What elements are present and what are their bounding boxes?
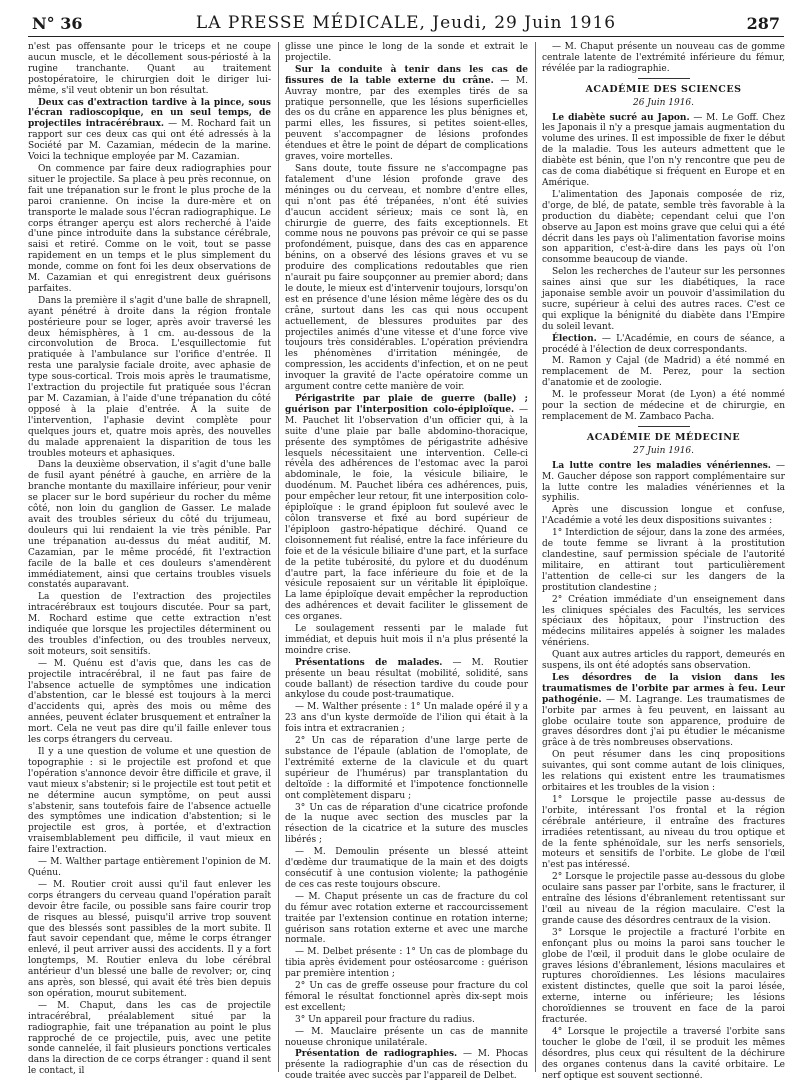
paragraph: Dans la première il s'agit d'une balle de shrapnell, ayant pénétré à droite dans la région frontale postérieure pour se loger, après avoir traversé les deux hémisphères, à 1 cm. au-dessous de la circonvolution de Broca. L'esquillectomie fut pratiquée à l'ambulance sur l'orifice d'entrée. Il resta une paralysie faciale droite, avec aphasie de type sous-cortical. Trois mois après le traumatisme, l'extraction du projectile fut pratiquée sous l'écran par M. Cazamian, à l'aide d'une trépanation du côté opposé à la plaie d'entrée. À la suite de l'intervention, l'aphasie devint complète pour quelques jours et, quatre mois après, des nouvelles du malade apprenaient la disparition de tous les troubles moteurs et aphasiques. <box>28 295 271 459</box>
paragraph-body: — M. Routier présente un beau résultat (mobilité, solidité, sans coude ballant) de résection tardive du coude pour ankylose du coude post-traumatique. <box>285 657 528 701</box>
paragraph: Le soulagement ressenti par le malade fut immédiat, et depuis huit mois il n'a plus présenté la moindre crise. <box>285 624 528 656</box>
paragraph: On commence par faire deux radiographies pour situer le projectile. Sa place à peu près reconnue, on fait une trépanation sur le front le plus proche de la paroi cranienne. On incise la dure-mère et on transporte le malade sous l'écran radiographique. Le corps étranger aperçu est alors recherché à l'aide d'une pince introduite dans la substance cérébrale, saisi et retiré. Comme on le voit, tout se passe rapidement en un temps et le plus simplement du monde, comme on font foi les deux observations de M. Cazamian et qui enregistrent deux guérisons parfaites. <box>28 163 271 294</box>
paragraph-title: Périgastrite par plaie de guerre (balle) ; guérison par l'interposition colo-épiploïque. <box>285 394 528 415</box>
paragraph: — M. Chaput présente un cas de fracture du col du fémur avec rotation externe et raccourcissement traitée par l'extension continue en rotation interne; guérison sans rotation externe et avec une marche normale. <box>285 891 528 946</box>
section-heading: ACADÉMIE DES SCIENCES <box>585 83 742 95</box>
paragraph: 1° Interdiction de séjour, dans la zone des armées, de toute femme se livrant à la prostitution clandestine, sauf permission spéciale de l'autorité militaire, en attirant tout particulièrement l'attention de celle-ci sur les dangers de la prostitution clandestine ; <box>542 528 785 593</box>
page-header <box>28 8 784 37</box>
paragraph: Dans la deuxième observation, il s'agit d'une balle de fusil ayant pénétré à gauche, en arrière de la branche montante du maxillaire inférieur, pour venir se placer sur le bord supérieur du rocher du même côté, non loin du ganglion de Gasser. Le malade avait des troubles sérieux du côté du trijumeau, douleurs qui lui rendaient la vie très pénible. Par une trépanation au-dessus du méat auditif, M. Cazamian, par le même procédé, fit l'extraction facile de la balle et ces douleurs s'amendèrent immédiatement, ainsi que certains troubles visuels constatés auparavant. <box>28 460 271 591</box>
paragraph-title: Présentation de radiographies. <box>295 1049 458 1060</box>
section-rule <box>638 426 690 427</box>
paragraph: — M. Chaput présente un nouveau cas de gomme centrale latente de l'extrémité inférieure du fémur, révélée par la radiographie. <box>542 42 785 74</box>
column-middle <box>285 42 529 1082</box>
paragraph: M. Ramon y Cajal (de Madrid) a été nommé en remplacement de M. Perez, pour la section d'anatomie et de zoologie. <box>542 356 785 389</box>
paragraph: Sans doute, toute fissure ne s'accompagne pas fatalement d'une lésion profonde grave des méninges ou du cerveau, et nombre d'entre elles, qui n'ont pas été trépanées, n'ont été suivies d'aucun accident sérieux; mais ce sont là, en chirurgie de guerre, des faits exceptionnels. Et comme nous ne pouvons pas prévoir ce qui se passe profondément, puisque, dans des cas en apparence bénins, on a observé des lésions graves et vu se produire des complications redoutables que rien n'aurait pu faire soupçonner au premier abord; dans le doute, le mieux est d'intervenir toujours, lorsqu'on est en présence d'une lésion même légère des os du crâne, surtout dans les cas qui nous occupent actuellement, de blessures produites par des projectiles animés d'une vitesse et d'une force vive toujours très considérables. L'opération préviendra les phénomènes d'irritation méningée, de compression, les accidents d'infection, et on ne peut invoquer la gravité de l'acte opératoire comme un argument contre cette manière de voir. <box>285 163 529 393</box>
paragraph: L'alimentation des Japonais composée de riz, d'orge, de blé, de patate, semble très favorable à la production du diabète; cependant celui que l'on observe au Japon est moins grave que celui qui a été décrit dans les pays où l'alimentation favorise moins son apparition, c'est-à-dire dans les pays où l'on consomme beaucoup de viande. <box>542 189 785 266</box>
paragraph: Après une discussion longue et confuse, l'Académie a voté les deux dispositions suivantes : <box>542 505 785 527</box>
paragraph-body: — M. Le Goff. Chez les Japonais il n'y a presque jamais augmentation du volume des urines. Il est impossible de fixer le début de la maladie. Tous les auteurs admettent que le diabète est bénin, que l'on n'y rencontre que peu de cas de coma diabétique si fréquent en Europe et en Amérique. <box>542 112 785 188</box>
paragraph <box>285 394 528 623</box>
paragraph: 2° Création immédiate d'un enseignement dans les cliniques spéciales des Facultés, les services spéciaux des hôpitaux, pour l'instruction des médecins militaires appelés à soigner les malades vénériens. <box>542 594 785 649</box>
paragraph-body: — L'Académie, en cours de séance, a procédé à l'élection de deux correspondants. <box>542 333 785 355</box>
paragraph: 1° Lorsque le projectile passe au-dessus de l'orbite, intéressant l'os frontal et la région cérébrale antérieure, il entraîne des fractures irradiées retentissant, au niveau du trou optique et de la fente sphénoïdale, sur les nerfs sensoriels, moteurs et sensitifs de l'orbite. Le globe de l'œil n'est pas intéressé. <box>542 794 785 871</box>
paragraph-body: — M. Rochard fait un rapport sur ces deux cas qui ont été adressés à la Société par M. Cazamian, médecin de la marine. Voici la technique employée par M. Cazamian. <box>28 119 271 163</box>
paragraph-body: — M. Phocas présente la radiographie d'un cas de résection du coude traitée avec succès par l'appareil de Delbet. <box>285 1049 528 1082</box>
paragraph <box>285 65 528 163</box>
paragraph: 2° Lorsque le projectile passe au-dessous du globe oculaire sans passer par l'orbite, sans le fracturer, il entraîne des lésions d'ébranlement retentissant sur l'œil au niveau de la région maculaire. C'est la grande cause des désordres centraux de la vision. <box>542 872 785 926</box>
paragraph: 4° Lorsque le projectile a traversé l'orbite sans toucher le globe de l'œil, il se produit les mêmes désordres, plus ceux qui résultent de la déchirure des organes contenus dans la cavité orbitaire. Le nerf optique est souvent sectionné. <box>542 1026 785 1081</box>
paragraph <box>28 98 271 163</box>
paragraph: M. le professeur Morat (de Lyon) a été nommé pour la section de médecine et de chirurgie, en remplacement de M. Zambaco Pacha. <box>542 390 785 422</box>
paragraph: 2° Un cas de réparation d'une large perte de substance de l'épaule (ablation de l'omoplate, de l'extrémité externe de la clavicule et du quart supérieur de l'humérus) par transplantation du deltoïde : la difformité et l'impotence fonctionnelle ont complètement disparu ; <box>285 736 528 801</box>
paragraph <box>285 1049 528 1082</box>
article-columns <box>28 42 785 1082</box>
column-divider <box>535 42 536 1072</box>
paragraph-body: — M. Gaucher dépose son rapport complémentaire sur la lutte contre les maladies vénériennes et la syphilis. <box>542 460 785 504</box>
section-date: 26 Juin 1916. <box>632 97 695 108</box>
paragraph: glisse une pince le long de la sonde et extrait le projectile. <box>285 42 528 63</box>
paragraph-title: Les désordres de la vision dans les traumatismes de l'orbite par armes à feu. Leur pathogénie. <box>542 672 785 705</box>
paragraph <box>542 113 785 189</box>
paragraph-body: — M. Lagrange. Les traumatismes de l'orbite par armes à feu peuvent, en laissant au globe oculaire toute son apparence, produire de graves désordres dont j'ai pu étudier le mécanisme grâce à de très nombreuses observations. <box>542 694 785 749</box>
paragraph-title: Sur la conduite à tenir dans les cas de fissures de la table externe du crâne. <box>285 64 528 86</box>
paragraph: Selon les recherches de l'auteur sur les personnes saines ainsi que sur les diabétiques, la race japonaise semble avoir un pouvoir d'assimilation du sucre, supérieur à celui des autres races. C'est ce qui explique la bénignité du diabète dans l'Empire du soleil levant. <box>542 267 785 332</box>
paragraph: — M. Demoulin présente un blessé atteint d'œdème dur traumatique de la main et des doigts consécutif à une contusion violente; la pathogénie de ces cas reste toujours obscure. <box>285 847 528 890</box>
paragraph: — M. Delbet présente : 1° Un cas de plombage du tibia après évidement pour ostéosarcome : guérison par première intention ; <box>285 947 528 980</box>
paragraph: 3° Un cas de réparation d'une cicatrice profonde de la nuque avec section des muscles par la résection de la cicatrice et la suture des muscles libérés ; <box>285 802 528 846</box>
paragraph-title: Deux cas d'extraction tardive à la pince, sous l'écran radioscopique, en un seul temps, de projectiles intracérébraux. <box>28 97 271 130</box>
column-right <box>542 42 785 1081</box>
paragraph: — M. Chaput, dans les cas de projectile intracérébral, préalablement situé par la radiographie, fait une trépanation au point le plus rapproché de ce projectile, puis, avec une petite sonde cannelée, il fait plusieurs ponctions verticales dans la direction de ce corps étranger : quand il sent le contact, il <box>28 1000 271 1077</box>
column-divider <box>278 42 279 1072</box>
section-date: 27 Juin 1916. <box>632 445 695 456</box>
page-number: 287 <box>746 14 780 33</box>
section-rule <box>638 78 690 79</box>
paragraph-title: Présentations de malades. <box>295 657 443 668</box>
paragraph-body: — M. Auvray montre, par des exemples tirés de sa pratique personnelle, que les lésions superficielles des os du crâne en apparence les plus bénignes et, parmi elles, les fissures, si petites soient-elles, peuvent s'accompagner de lésions profondes étendues et être le point de départ de complications graves, voire mortelles. <box>285 75 528 163</box>
paragraph: — M. Walther partage entièrement l'opinion de M. Quénu. <box>28 857 271 878</box>
journal-title: LA PRESSE MÉDICALE, Jeudi, 29 Juin 1916 <box>195 13 617 33</box>
paragraph: n'est pas offensante pour le triceps et ne coupe aucun muscle, et le décollement sous-périosté à la rugine tranchante. Quant au traitement postopératoire, le chirurgien doit le diriger lui-même, s'il veut obtenir un bon résultat. <box>28 42 271 96</box>
paragraph: — M. Mauclaire présente un cas de mannite noueuse chronique unilatérale. <box>285 1026 528 1048</box>
section-heading: ACADÉMIE DE MÉDECINE <box>586 431 741 443</box>
paragraph: — M. Quénu est d'avis que, dans les cas de projectile intracérébral, il ne faut pas faire de l'absence actuelle de symptômes une indication d'abstention, car le blessé est toujours à la merci d'accidents qui, après des mois ou même des années, peuvent éclater brusquement et entraîner la mort. Cela ne veut pas dire qu'il faille enlever tous les corps étrangers du cerveau. <box>28 658 271 746</box>
paragraph <box>285 658 528 702</box>
paragraph: 3° Un appareil pour fracture du radius. <box>295 1014 475 1025</box>
paragraph <box>542 461 785 505</box>
paragraph <box>542 673 785 749</box>
newspaper-page <box>28 8 785 1082</box>
paragraph: 2° Un cas de greffe osseuse pour fracture du col fémoral le résultat fonctionnel après dix-sept mois est excellent; <box>285 981 528 1013</box>
paragraph-title: Élection. <box>552 333 597 344</box>
paragraph: — M. Walther présente : 1° Un malade opéré il y a 23 ans d'un kyste dermoïde de l'ilion qui était à la fois intra et extracranien ; <box>285 702 528 735</box>
paragraph <box>542 334 785 356</box>
paragraph-title: La lutte contre les maladies vénériennes. <box>552 460 771 471</box>
paragraph: La question de l'extraction des projectiles intracérébraux est toujours discutée. Pour sa part, M. Rochard estime que cette extraction n'est indiquée que lorsque les projectiles déterminent ou des troubles d'infection, ou des troubles nerveux, soit moteurs, soit sensitifs. <box>28 592 271 657</box>
column-left <box>28 42 271 1077</box>
paragraph: 3° Lorsque le projectile a fracturé l'orbite en enfonçant plus ou moins la paroi sans toucher le globe de l'œil, il produit dans le globe oculaire de graves lésions d'ébranlement, lésions maculaires et ruptures choroïdiennes. Les lésions maculaires existent distinctes, quelle que soit la paroi lésée, externe, interne ou inférieure; les lésions choroïdiennes se trouvent en face de la paroi fracturée. <box>542 927 785 1026</box>
paragraph: On peut résumer dans les cinq propositions suivantes, qui sont comme autant de lois cliniques, les relations qui existent entre les traumatismes orbitaires et les troubles de la vision : <box>542 750 785 793</box>
paragraph: Il y a une question de volume et une question de topographie : si le projectile est profond et que l'opération s'annonce devoir être difficile et grave, il vaut mieux s'abstenir; si le projectile est tout petit et ne détermine aucun symptôme, on peut aussi s'abstenir, sans toutefois faire de l'absence actuelle des symptômes une indication d'abstention; si le projectile est gros, à portée, et d'extraction vraisemblablement peu difficile, il vaut mieux en faire l'extraction. <box>28 747 271 856</box>
paragraph-title: Le diabète sucré au Japon. <box>552 112 690 123</box>
paragraph: — M. Routier croit aussi qu'il faut enlever les corps étrangers du cerveau quand l'opération paraît devoir être facile, ou possible sans faire courir trop de risques au blessé, puisqu'il arrive trop souvent que des blessés sont passibles de la mort subite. Il faut savoir cependant que, même le corps étranger enlevé, il peut arriver aussi des accidents. Il y a fort longtemps, M. Routier enleva du lobe cérébral antérieur d'un blessé une balle de revolver; or, cinq ans après, son blessé, qui avait été très bien depuis son opération, mourut subitement. <box>28 879 271 999</box>
paragraph-body: — M. Pauchet lit l'observation d'un officier qui, à la suite d'une plaie par balle abdomino-thoracique, présente des symptômes de périgastrite adhésive lesquels nécessitaient une intervention. Celle-ci révéla des adhérences de l'estomac avec la paroi abdominale, le foie, la vésicule biliaire, le duodénum. M. Pauchet libéra ces adhérences, puis, pour empêcher leur retour, fit une interposition colo-épiploïque : le grand épiploon fut soulevé avec le côlon transverse et fixé au bord supérieur de l'épiploon gastro-hépatique déchiré. Quand ce cloisonnement fut réalisé, entre la face inférieure du foie et de la vésicule biliaire d'une part, et la surface de la petite tubérosité, du pylore et du duodénum d'autre part, la face inférieure du foie et de la vésicule reposaient sur un véritable lit épiploïque. La lame épiploïque devait empêcher la reproduction des adhérences et devait faciliter le glissement de ces organes. <box>285 404 528 623</box>
issue-number: N° 36 <box>32 14 83 33</box>
paragraph: Quant aux autres articles du rapport, demeurés en suspens, ils ont été adoptés sans observation. <box>542 650 785 672</box>
